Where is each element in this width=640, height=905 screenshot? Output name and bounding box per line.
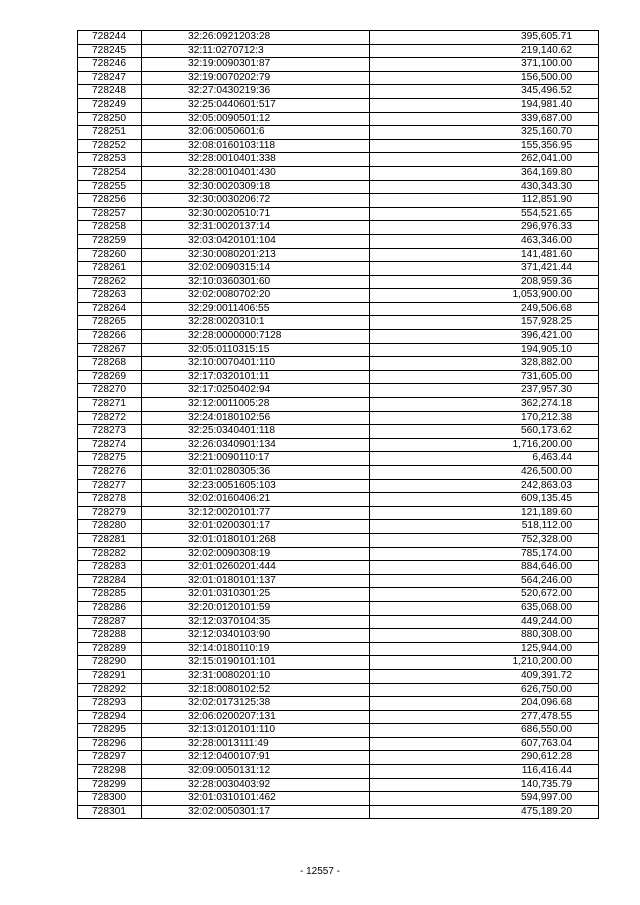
table-row [78,44,599,58]
table-row [78,411,599,425]
amount-cell: 362,274.18 [370,398,599,412]
cadastral-number-cell: 32:02:0173125:38 [142,697,370,711]
record-id-cell: 728244 [78,31,142,45]
table-row [78,683,599,697]
cadastral-number-cell: 32:09:0050131:12 [142,765,370,779]
amount-cell: 296,976.33 [370,221,599,235]
amount-cell: 237,957.30 [370,384,599,398]
amount-cell: 262,041.00 [370,153,599,167]
record-id-cell: 728264 [78,302,142,316]
cadastral-number-cell: 32:28:0013111:49 [142,737,370,751]
cadastral-number-cell: 32:05:0090501:12 [142,112,370,126]
amount-cell: 430,343.30 [370,180,599,194]
page-number: - 12557 - [299,866,341,877]
table-row [78,98,599,112]
cadastral-number-cell: 32:02:0090308:19 [142,547,370,561]
table-row [78,452,599,466]
table-row [78,330,599,344]
record-id-cell: 728279 [78,506,142,520]
table-row [78,724,599,738]
record-id-cell: 728289 [78,642,142,656]
record-id-cell: 728271 [78,398,142,412]
cadastral-number-cell: 32:01:0310301:25 [142,588,370,602]
record-id-cell: 728297 [78,751,142,765]
cadastral-number-cell: 32:11:0270712:3 [142,44,370,58]
amount-cell: 141,481.60 [370,248,599,262]
record-id-cell: 728285 [78,588,142,602]
table-row [78,112,599,126]
record-id-cell: 728246 [78,58,142,72]
record-id-cell: 728280 [78,520,142,534]
record-id-cell: 728294 [78,710,142,724]
cadastral-number-cell: 32:30:0020309:18 [142,180,370,194]
cadastral-number-cell: 32:31:0080201:10 [142,669,370,683]
amount-cell: 325,160.70 [370,126,599,140]
table-row [78,466,599,480]
record-id-cell: 728290 [78,656,142,670]
cadastral-number-cell: 32:12:0400107:91 [142,751,370,765]
record-id-cell: 728251 [78,126,142,140]
table-row [78,139,599,153]
records-table [77,30,599,819]
amount-cell: 409,391.72 [370,669,599,683]
table-row [78,194,599,208]
record-id-cell: 728296 [78,737,142,751]
amount-cell: 686,550.00 [370,724,599,738]
amount-cell: 155,356.95 [370,139,599,153]
record-id-cell: 728283 [78,561,142,575]
cadastral-number-cell: 32:25:0340401:118 [142,425,370,439]
amount-cell: 194,905.10 [370,343,599,357]
amount-cell: 752,328.00 [370,533,599,547]
amount-cell: 609,135.45 [370,493,599,507]
amount-cell: 1,716,200.00 [370,438,599,452]
amount-cell: 785,174.00 [370,547,599,561]
table-row [78,126,599,140]
amount-cell: 395,605.71 [370,31,599,45]
record-id-cell: 728287 [78,615,142,629]
record-id-cell: 728268 [78,357,142,371]
amount-cell: 194,981.40 [370,98,599,112]
table-row [78,71,599,85]
amount-cell: 475,189.20 [370,805,599,819]
record-id-cell: 728291 [78,669,142,683]
amount-cell: 560,173.62 [370,425,599,439]
cadastral-number-cell: 32:19:0070202:79 [142,71,370,85]
record-id-cell: 728259 [78,234,142,248]
record-id-cell: 728300 [78,792,142,806]
cadastral-number-cell: 32:01:0200301:17 [142,520,370,534]
table-row [78,710,599,724]
amount-cell: 125,944.00 [370,642,599,656]
cadastral-number-cell: 32:06:0050601:6 [142,126,370,140]
table-row [78,166,599,180]
table-row [78,805,599,819]
cadastral-number-cell: 32:17:0250402:94 [142,384,370,398]
table-row [78,302,599,316]
record-id-cell: 728272 [78,411,142,425]
cadastral-number-cell: 32:10:0070401:110 [142,357,370,371]
records-table-body [78,31,599,819]
cadastral-number-cell: 32:26:0921203:28 [142,31,370,45]
record-id-cell: 728275 [78,452,142,466]
table-row [78,506,599,520]
record-id-cell: 728278 [78,493,142,507]
record-id-cell: 728253 [78,153,142,167]
cadastral-number-cell: 32:05:0110315:15 [142,343,370,357]
record-id-cell: 728292 [78,683,142,697]
cadastral-number-cell: 32:21:0090110:17 [142,452,370,466]
cadastral-number-cell: 32:03:0420101:104 [142,234,370,248]
table-row [78,792,599,806]
table-row [78,493,599,507]
record-id-cell: 728254 [78,166,142,180]
record-id-cell: 728284 [78,574,142,588]
table-row [78,669,599,683]
record-id-cell: 728261 [78,262,142,276]
cadastral-number-cell: 32:02:0080702:20 [142,289,370,303]
record-id-cell: 728298 [78,765,142,779]
record-id-cell: 728256 [78,194,142,208]
amount-cell: 242,863.03 [370,479,599,493]
table-row [78,234,599,248]
record-id-cell: 728263 [78,289,142,303]
cadastral-number-cell: 32:24:0180102:56 [142,411,370,425]
record-id-cell: 728286 [78,601,142,615]
amount-cell: 564,246.00 [370,574,599,588]
cadastral-number-cell: 32:02:0090315:14 [142,262,370,276]
record-id-cell: 728269 [78,370,142,384]
record-id-cell: 728276 [78,466,142,480]
record-id-cell: 728255 [78,180,142,194]
amount-cell: 219,140.62 [370,44,599,58]
table-row [78,58,599,72]
cadastral-number-cell: 32:01:0180101:268 [142,533,370,547]
record-id-cell: 728265 [78,316,142,330]
amount-cell: 884,646.00 [370,561,599,575]
record-id-cell: 728245 [78,44,142,58]
table-row [78,31,599,45]
table-row [78,425,599,439]
record-id-cell: 728249 [78,98,142,112]
cadastral-number-cell: 32:08:0160103:118 [142,139,370,153]
cadastral-number-cell: 32:28:0000000:7128 [142,330,370,344]
cadastral-number-cell: 32:01:0260201:444 [142,561,370,575]
record-id-cell: 728252 [78,139,142,153]
cadastral-number-cell: 32:20:0120101:59 [142,601,370,615]
cadastral-number-cell: 32:01:0280305:36 [142,466,370,480]
table-row [78,520,599,534]
table-row [78,248,599,262]
record-id-cell: 728277 [78,479,142,493]
amount-cell: 170,212.38 [370,411,599,425]
table-row [78,737,599,751]
table-row [78,316,599,330]
record-id-cell: 728282 [78,547,142,561]
cadastral-number-cell: 32:12:0340103:90 [142,629,370,643]
record-id-cell: 728299 [78,778,142,792]
table-row [78,221,599,235]
cadastral-number-cell: 32:01:0180101:137 [142,574,370,588]
cadastral-number-cell: 32:13:0120101:110 [142,724,370,738]
record-id-cell: 728295 [78,724,142,738]
cadastral-number-cell: 32:17:0320101:11 [142,370,370,384]
cadastral-number-cell: 32:12:0011005:28 [142,398,370,412]
amount-cell: 290,612.28 [370,751,599,765]
amount-cell: 6,463.44 [370,452,599,466]
table-row [78,778,599,792]
amount-cell: 140,735.79 [370,778,599,792]
table-row [78,357,599,371]
amount-cell: 518,112.00 [370,520,599,534]
record-id-cell: 728248 [78,85,142,99]
record-id-cell: 728250 [78,112,142,126]
table-row [78,601,599,615]
amount-cell: 626,750.00 [370,683,599,697]
cadastral-number-cell: 32:30:0030206:72 [142,194,370,208]
cadastral-number-cell: 32:02:0050301:17 [142,805,370,819]
amount-cell: 112,851.90 [370,194,599,208]
table-row [78,765,599,779]
record-id-cell: 728301 [78,805,142,819]
amount-cell: 208,959.36 [370,275,599,289]
table-row [78,343,599,357]
table-row [78,561,599,575]
cadastral-number-cell: 32:01:0310101:462 [142,792,370,806]
amount-cell: 371,100.00 [370,58,599,72]
table-row [78,384,599,398]
amount-cell: 364,169.80 [370,166,599,180]
record-id-cell: 728247 [78,71,142,85]
table-row [78,697,599,711]
table-row [78,370,599,384]
amount-cell: 204,096.68 [370,697,599,711]
table-row [78,751,599,765]
amount-cell: 121,189.60 [370,506,599,520]
table-row [78,588,599,602]
table-row [78,85,599,99]
record-id-cell: 728270 [78,384,142,398]
amount-cell: 554,521.65 [370,207,599,221]
amount-cell: 156,500.00 [370,71,599,85]
table-row [78,656,599,670]
cadastral-number-cell: 32:15:0190101:101 [142,656,370,670]
record-id-cell: 728262 [78,275,142,289]
table-row [78,574,599,588]
cadastral-number-cell: 32:19:0090301:87 [142,58,370,72]
cadastral-number-cell: 32:28:0020310:1 [142,316,370,330]
record-id-cell: 728266 [78,330,142,344]
amount-cell: 463,346.00 [370,234,599,248]
cadastral-number-cell: 32:31:0020137:14 [142,221,370,235]
table-row [78,615,599,629]
table-row [78,533,599,547]
table-row [78,207,599,221]
cadastral-number-cell: 32:30:0080201:213 [142,248,370,262]
amount-cell: 1,210,200.00 [370,656,599,670]
amount-cell: 607,763.04 [370,737,599,751]
cadastral-number-cell: 32:12:0020101:77 [142,506,370,520]
record-id-cell: 728288 [78,629,142,643]
amount-cell: 345,496.52 [370,85,599,99]
document-page [77,30,598,819]
amount-cell: 426,500.00 [370,466,599,480]
cadastral-number-cell: 32:30:0020510:71 [142,207,370,221]
record-id-cell: 728274 [78,438,142,452]
record-id-cell: 728281 [78,533,142,547]
table-row [78,398,599,412]
amount-cell: 328,882.00 [370,357,599,371]
record-id-cell: 728257 [78,207,142,221]
table-row [78,438,599,452]
cadastral-number-cell: 32:28:0010401:338 [142,153,370,167]
amount-cell: 594,997.00 [370,792,599,806]
record-id-cell: 728258 [78,221,142,235]
amount-cell: 249,506.68 [370,302,599,316]
amount-cell: 880,308.00 [370,629,599,643]
amount-cell: 339,687.00 [370,112,599,126]
amount-cell: 1,053,900.00 [370,289,599,303]
table-row [78,275,599,289]
amount-cell: 396,421.00 [370,330,599,344]
cadastral-number-cell: 32:14:0180110:19 [142,642,370,656]
cadastral-number-cell: 32:29:0011406:55 [142,302,370,316]
table-row [78,153,599,167]
amount-cell: 371,421.44 [370,262,599,276]
cadastral-number-cell: 32:02:0160406:21 [142,493,370,507]
record-id-cell: 728293 [78,697,142,711]
table-row [78,289,599,303]
amount-cell: 731,605.00 [370,370,599,384]
amount-cell: 520,672.00 [370,588,599,602]
amount-cell: 635,068.00 [370,601,599,615]
table-row [78,262,599,276]
table-row [78,629,599,643]
cadastral-number-cell: 32:26:0340901:134 [142,438,370,452]
cadastral-number-cell: 32:10:0360301:60 [142,275,370,289]
cadastral-number-cell: 32:28:0030403:92 [142,778,370,792]
table-row [78,479,599,493]
amount-cell: 449,244.00 [370,615,599,629]
record-id-cell: 728267 [78,343,142,357]
cadastral-number-cell: 32:23:0051605:103 [142,479,370,493]
cadastral-number-cell: 32:12:0370104:35 [142,615,370,629]
record-id-cell: 728260 [78,248,142,262]
cadastral-number-cell: 32:06:0200207:131 [142,710,370,724]
table-row [78,642,599,656]
table-row [78,547,599,561]
record-id-cell: 728273 [78,425,142,439]
cadastral-number-cell: 32:18:0080102:52 [142,683,370,697]
cadastral-number-cell: 32:25:0440601:517 [142,98,370,112]
amount-cell: 157,928.25 [370,316,599,330]
cadastral-number-cell: 32:28:0010401:430 [142,166,370,180]
table-row [78,180,599,194]
amount-cell: 116,416.44 [370,765,599,779]
amount-cell: 277,478.55 [370,710,599,724]
cadastral-number-cell: 32:27:0430219:36 [142,85,370,99]
